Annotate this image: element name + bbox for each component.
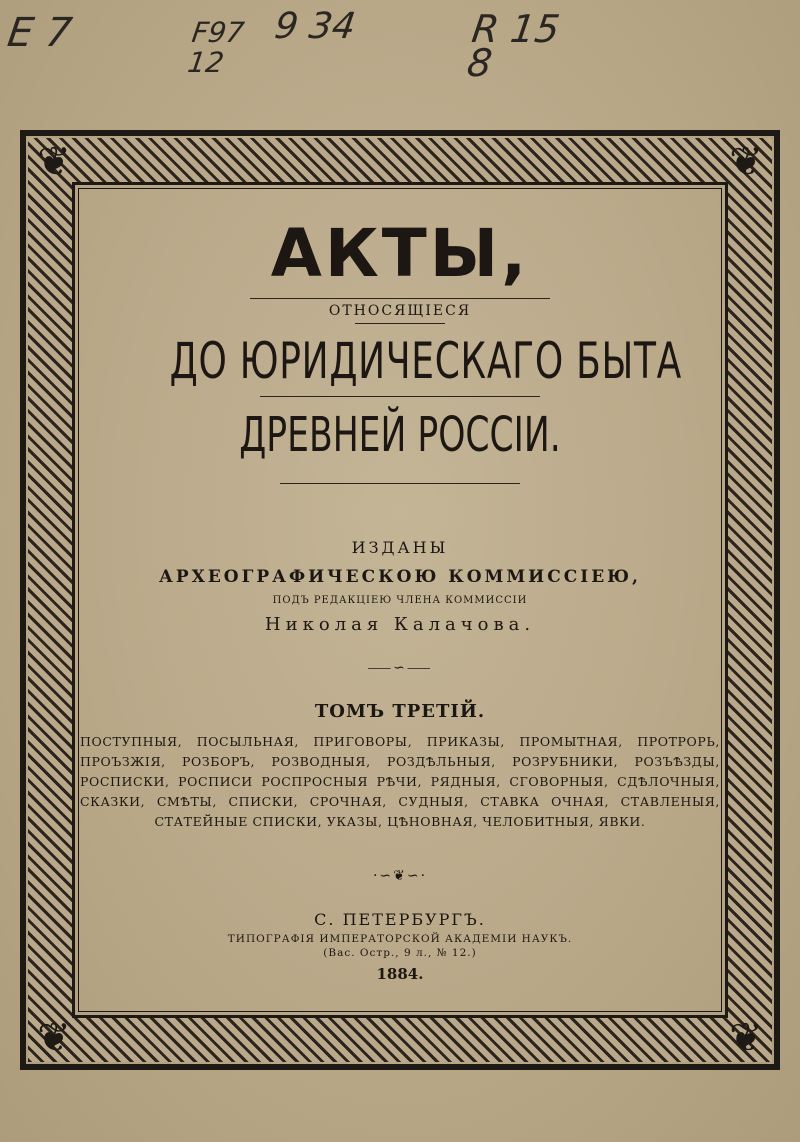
corner-ornament-icon: ❦ — [729, 1015, 763, 1061]
rule-divider — [250, 298, 550, 299]
shelfmark-2: F97 12 — [185, 16, 247, 79]
editor-name: Николая Калачова. — [264, 614, 536, 635]
volume-label: ТОМЪ ТРЕТІЙ. — [314, 701, 486, 722]
corner-ornament-icon: ❦ — [37, 1015, 71, 1061]
imprint-address: (Вас. Остр., 9 л., № 12.) — [323, 947, 477, 959]
rule-divider — [260, 396, 540, 397]
shelfmark-4: R 15 8 — [464, 7, 563, 85]
imprint-year: 1884. — [376, 965, 424, 983]
shelfmark-3: 9 34 — [272, 6, 359, 47]
shelfmark-1: E 7 — [4, 10, 75, 56]
issued-line: ИЗДАНЫ — [351, 538, 449, 557]
editor-line: ПОДЪ РЕДАКЦІЕЮ ЧЛЕНА КОММИССІИ — [272, 595, 528, 606]
period-title: ДРЕВНЕЙ РОССІИ. — [239, 407, 561, 463]
relating-line: ОТНОСЯЩІЕСЯ — [328, 303, 472, 319]
handwritten-shelfmarks — [0, 0, 800, 120]
divider-ornament: ⸺∽⸺ — [367, 660, 433, 676]
rule-divider — [355, 323, 445, 324]
corner-ornament-icon: ❦ — [37, 139, 71, 185]
imprint-city: С. ПЕТЕРБУРГЪ. — [314, 910, 486, 929]
commission-line: АРХЕОГРАФИЧЕСКОЮ КОММИССІЕЮ, — [159, 567, 641, 587]
rule-divider — [280, 483, 520, 484]
volume-contents: ПОСТУПНЫЯ, ПОСЫЛЬНАЯ, ПРИГОВОРЫ, ПРИКАЗЫ, ПРОМЫТНАЯ, ПРОТРОРЬ, ПРОЪЗЖІЯ, РОЗБОРЪ, РОЗВОДНЫЯ, РОЗДѢЛЬНЫЯ, РОЗРУБНИКИ, РОЗЪѢЗДЫ, РОСПИСКИ, РОСПИСИ РОСПРОСНЫЯ РѢЧИ, РЯДНЫЯ, СГОВОРНЫЯ, СДѢЛОЧНЫЯ, СКАЗКИ, СМѢТЫ, СПИСКИ, СРОЧНАЯ, СУДНЫЯ, СТАВКА ОЧНАЯ, СТАВЛЕНЫЯ, СТАТЕЙНЫЕ СПИСКИ, УКАЗЫ, ЦѢНОВНАЯ, ЧЕЛОБИТНЫЯ, ЯВКИ. — [80, 734, 720, 829]
corner-ornament-icon: ❦ — [729, 139, 763, 185]
subject-title: ДО ЮРИДИЧЕСКАГО БЫТА — [169, 332, 683, 390]
imprint-printer: ТИПОГРАФІЯ ИМПЕРАТОРСКОЙ АКАДЕМІИ НАУКЪ. — [227, 933, 573, 945]
main-title: АКТЫ, — [270, 215, 530, 292]
divider-ornament-2: ·∽❦∽· — [372, 868, 428, 884]
title-page-content — [80, 200, 720, 983]
